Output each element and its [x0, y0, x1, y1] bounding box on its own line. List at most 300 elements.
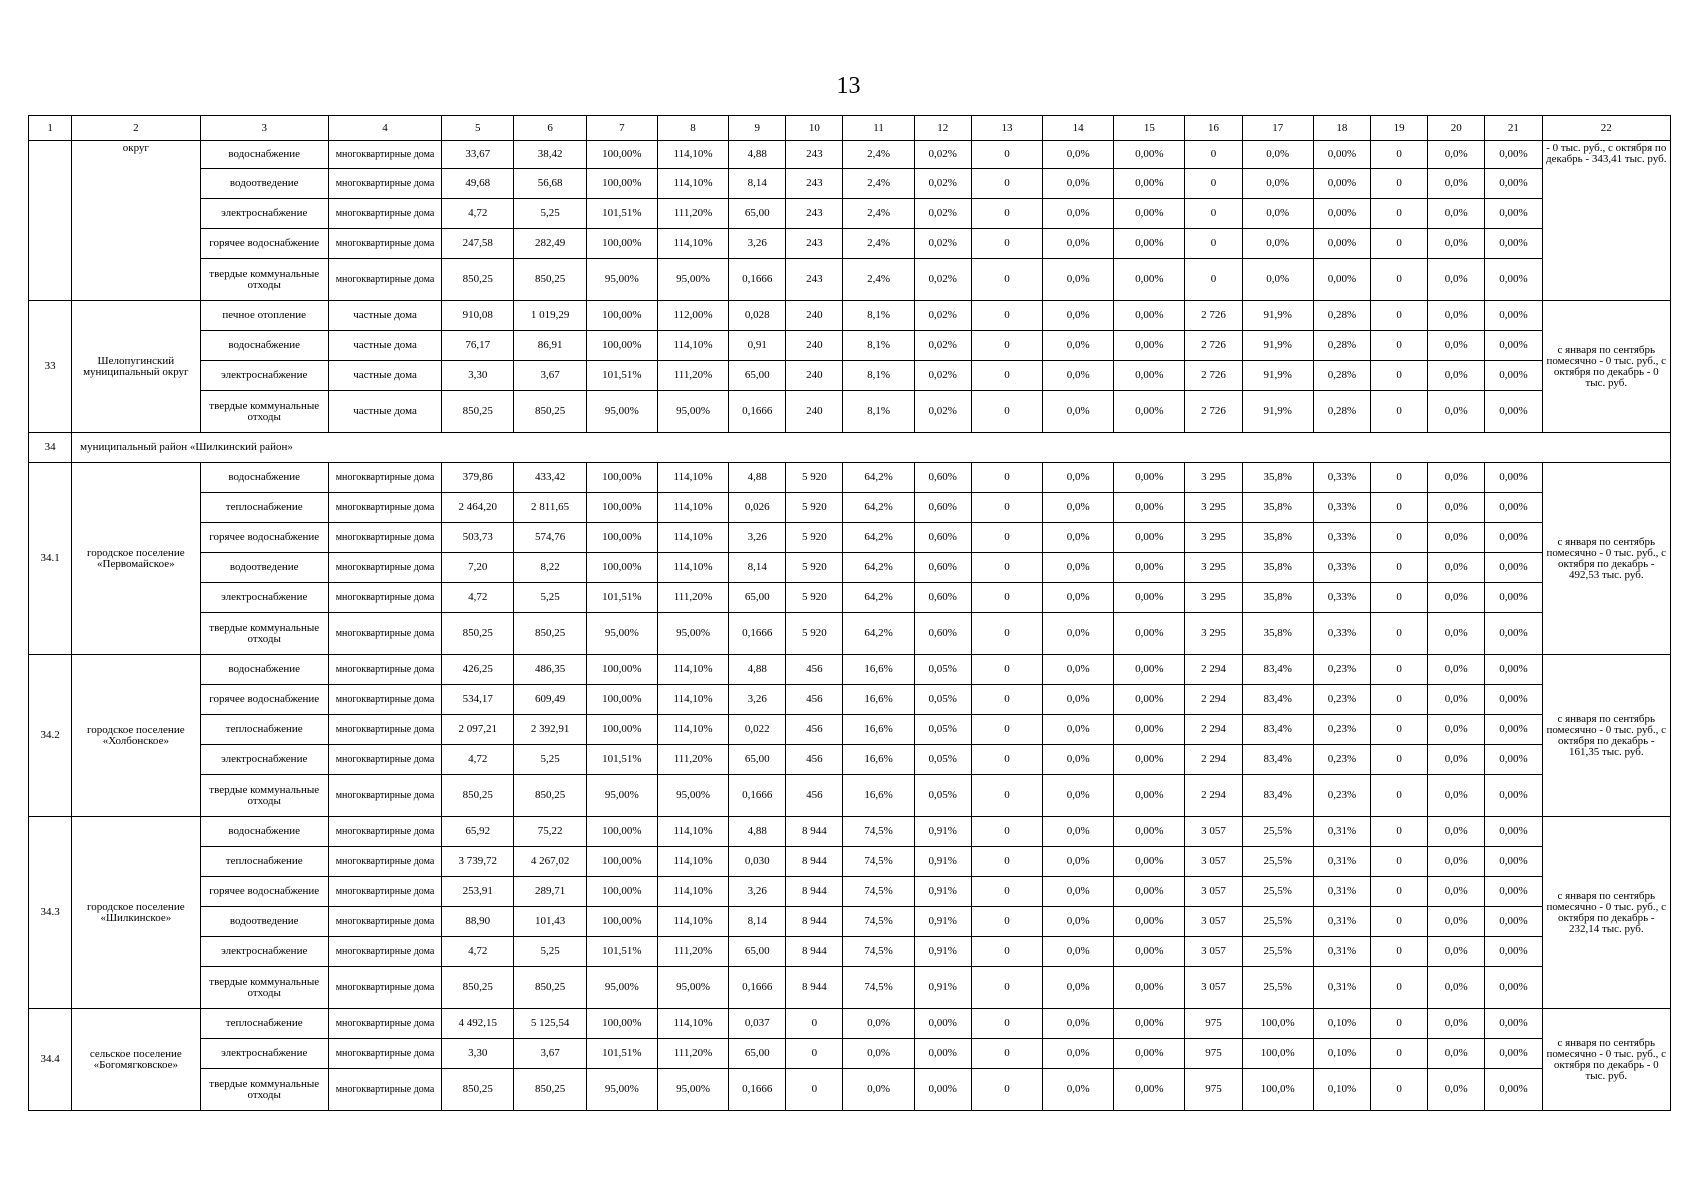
- table-row: [29, 463, 1671, 493]
- value-cell: 0: [1371, 817, 1428, 847]
- value-cell: 0,00%: [1485, 199, 1542, 229]
- value-cell: 0,02%: [914, 169, 971, 199]
- value-cell: 8 944: [786, 877, 843, 907]
- schedule-note-cell: - 0 тыс. руб., с октября по декабрь - 343,41 тыс. руб.: [1542, 141, 1670, 301]
- service-cell: твердые коммунальные отходы: [200, 613, 328, 655]
- value-cell: 2 726: [1185, 361, 1242, 391]
- service-cell: теплоснабжение: [200, 493, 328, 523]
- value-cell: 114,10%: [657, 715, 728, 745]
- value-cell: 0,00%: [1114, 1069, 1185, 1111]
- value-cell: 0,037: [729, 1009, 786, 1039]
- section-row: [29, 433, 1671, 463]
- column-header: 1: [29, 116, 72, 141]
- value-cell: 0,0%: [1043, 613, 1114, 655]
- value-cell: 100,00%: [586, 877, 657, 907]
- housing-type-cell: многоквартирные дома: [328, 553, 441, 583]
- value-cell: 0,0%: [1428, 301, 1485, 331]
- table-row: [29, 229, 1671, 259]
- value-cell: 0,0%: [1428, 493, 1485, 523]
- column-header: 2: [72, 116, 200, 141]
- value-cell: 456: [786, 745, 843, 775]
- value-cell: 0,0%: [1428, 1009, 1485, 1039]
- service-cell: водоотведение: [200, 907, 328, 937]
- value-cell: 0,0%: [1043, 229, 1114, 259]
- table-row: [29, 685, 1671, 715]
- value-cell: 0: [1371, 847, 1428, 877]
- value-cell: 100,0%: [1242, 1069, 1313, 1111]
- service-cell: горячее водоснабжение: [200, 877, 328, 907]
- value-cell: 8 944: [786, 847, 843, 877]
- housing-type-cell: многоквартирные дома: [328, 199, 441, 229]
- value-cell: 0,28%: [1313, 301, 1370, 331]
- table-row: [29, 817, 1671, 847]
- value-cell: 0,0%: [1043, 1069, 1114, 1111]
- value-cell: 25,5%: [1242, 967, 1313, 1009]
- value-cell: 74,5%: [843, 817, 914, 847]
- value-cell: 0,10%: [1313, 1069, 1370, 1111]
- value-cell: 0,33%: [1313, 493, 1370, 523]
- value-cell: 240: [786, 301, 843, 331]
- value-cell: 0,10%: [1313, 1009, 1370, 1039]
- value-cell: 114,10%: [657, 141, 728, 169]
- value-cell: 0: [1371, 613, 1428, 655]
- value-cell: 0,31%: [1313, 877, 1370, 907]
- value-cell: 100,00%: [586, 229, 657, 259]
- column-header: 11: [843, 116, 914, 141]
- value-cell: 0,00%: [1114, 775, 1185, 817]
- value-cell: 114,10%: [657, 331, 728, 361]
- value-cell: 0: [971, 685, 1042, 715]
- value-cell: 0: [1185, 259, 1242, 301]
- value-cell: 0: [1371, 331, 1428, 361]
- value-cell: 3,67: [514, 1039, 586, 1069]
- value-cell: 64,2%: [843, 523, 914, 553]
- value-cell: 3,67: [514, 361, 586, 391]
- value-cell: 3 295: [1185, 463, 1242, 493]
- service-cell: теплоснабжение: [200, 847, 328, 877]
- value-cell: 243: [786, 259, 843, 301]
- value-cell: 0,0%: [1428, 523, 1485, 553]
- column-header: 5: [442, 116, 514, 141]
- value-cell: 114,10%: [657, 169, 728, 199]
- value-cell: 95,00%: [657, 1069, 728, 1111]
- value-cell: 0,10%: [1313, 1039, 1370, 1069]
- value-cell: 0,00%: [1114, 331, 1185, 361]
- value-cell: 3 057: [1185, 967, 1242, 1009]
- value-cell: 8,1%: [843, 301, 914, 331]
- value-cell: 0,91%: [914, 877, 971, 907]
- value-cell: 0,0%: [1428, 229, 1485, 259]
- value-cell: 0,00%: [1485, 655, 1542, 685]
- column-header: 22: [1542, 116, 1670, 141]
- value-cell: 2 464,20: [442, 493, 514, 523]
- value-cell: 76,17: [442, 331, 514, 361]
- value-cell: 2,4%: [843, 141, 914, 169]
- table-row: [29, 715, 1671, 745]
- value-cell: 8 944: [786, 907, 843, 937]
- value-cell: 0,0%: [1043, 1009, 1114, 1039]
- value-cell: 0,33%: [1313, 613, 1370, 655]
- value-cell: 56,68: [514, 169, 586, 199]
- value-cell: 456: [786, 775, 843, 817]
- group-number-cell: 34.2: [29, 655, 72, 817]
- value-cell: 5 920: [786, 463, 843, 493]
- value-cell: 65,00: [729, 583, 786, 613]
- column-header: 7: [586, 116, 657, 141]
- column-header: 15: [1114, 116, 1185, 141]
- value-cell: 0: [971, 877, 1042, 907]
- value-cell: 0,23%: [1313, 655, 1370, 685]
- value-cell: 114,10%: [657, 685, 728, 715]
- value-cell: 0,00%: [1485, 847, 1542, 877]
- value-cell: 3 295: [1185, 613, 1242, 655]
- value-cell: 0: [1371, 1039, 1428, 1069]
- value-cell: 0,0%: [1242, 141, 1313, 169]
- value-cell: 0,05%: [914, 775, 971, 817]
- service-cell: горячее водоснабжение: [200, 685, 328, 715]
- service-cell: электроснабжение: [200, 199, 328, 229]
- value-cell: 0,1666: [729, 967, 786, 1009]
- value-cell: 0: [971, 169, 1042, 199]
- value-cell: 95,00%: [586, 967, 657, 1009]
- value-cell: 0: [1371, 655, 1428, 685]
- value-cell: 111,20%: [657, 361, 728, 391]
- value-cell: 95,00%: [586, 259, 657, 301]
- value-cell: 243: [786, 199, 843, 229]
- value-cell: 65,92: [442, 817, 514, 847]
- group-number-cell: 33: [29, 301, 72, 433]
- value-cell: 95,00%: [657, 967, 728, 1009]
- housing-type-cell: многоквартирные дома: [328, 141, 441, 169]
- value-cell: 0,31%: [1313, 967, 1370, 1009]
- value-cell: 100,00%: [586, 331, 657, 361]
- value-cell: 4,88: [729, 655, 786, 685]
- table-body: [29, 116, 1671, 1111]
- value-cell: 0: [1371, 391, 1428, 433]
- value-cell: 0,23%: [1313, 685, 1370, 715]
- value-cell: 0,00%: [1485, 1039, 1542, 1069]
- group-number-cell: [29, 141, 72, 301]
- value-cell: 0,00%: [1114, 169, 1185, 199]
- table-row: [29, 331, 1671, 361]
- value-cell: 0,00%: [1114, 817, 1185, 847]
- value-cell: 0: [1371, 1069, 1428, 1111]
- value-cell: 975: [1185, 1009, 1242, 1039]
- value-cell: 100,00%: [586, 553, 657, 583]
- table-row: [29, 1069, 1671, 1111]
- value-cell: 0,0%: [1043, 199, 1114, 229]
- value-cell: 0: [971, 493, 1042, 523]
- value-cell: 114,10%: [657, 553, 728, 583]
- group-number-cell: 34.4: [29, 1009, 72, 1111]
- value-cell: 8,1%: [843, 331, 914, 361]
- value-cell: 0,0%: [1428, 1039, 1485, 1069]
- value-cell: 0,1666: [729, 391, 786, 433]
- value-cell: 0,0%: [1428, 259, 1485, 301]
- value-cell: 0,91%: [914, 817, 971, 847]
- value-cell: 65,00: [729, 1039, 786, 1069]
- value-cell: 0: [1371, 1009, 1428, 1039]
- schedule-note-cell: с января по сентябрь помесячно - 0 тыс. руб., с октября по декабрь - 0 тыс. руб.: [1542, 1009, 1670, 1111]
- value-cell: 0,00%: [1485, 463, 1542, 493]
- value-cell: 0,0%: [1043, 685, 1114, 715]
- value-cell: 74,5%: [843, 847, 914, 877]
- value-cell: 0: [786, 1069, 843, 1111]
- value-cell: 850,25: [514, 259, 586, 301]
- value-cell: 0,0%: [1428, 937, 1485, 967]
- value-cell: 0,60%: [914, 613, 971, 655]
- value-cell: 0,0%: [1428, 847, 1485, 877]
- schedule-note-cell: с января по сентябрь помесячно - 0 тыс. руб., с октября по декабрь - 161,35 тыс. руб.: [1542, 655, 1670, 817]
- value-cell: 101,51%: [586, 745, 657, 775]
- value-cell: 0,05%: [914, 715, 971, 745]
- value-cell: 2 294: [1185, 685, 1242, 715]
- value-cell: 0,60%: [914, 583, 971, 613]
- value-cell: 5 125,54: [514, 1009, 586, 1039]
- value-cell: 0,60%: [914, 463, 971, 493]
- value-cell: 0,00%: [1485, 553, 1542, 583]
- value-cell: 0,00%: [1485, 613, 1542, 655]
- table-row: [29, 301, 1671, 331]
- value-cell: 0,33%: [1313, 553, 1370, 583]
- value-cell: 0,02%: [914, 141, 971, 169]
- value-cell: 8,14: [729, 553, 786, 583]
- value-cell: 0: [971, 715, 1042, 745]
- value-cell: 0,91: [729, 331, 786, 361]
- value-cell: 83,4%: [1242, 715, 1313, 745]
- housing-type-cell: многоквартирные дома: [328, 1009, 441, 1039]
- housing-type-cell: многоквартирные дома: [328, 229, 441, 259]
- value-cell: 0,0%: [1043, 847, 1114, 877]
- table-row: [29, 937, 1671, 967]
- value-cell: 0,00%: [1313, 169, 1370, 199]
- value-cell: 114,10%: [657, 463, 728, 493]
- value-cell: 0: [1371, 553, 1428, 583]
- value-cell: 8 944: [786, 817, 843, 847]
- value-cell: 0: [971, 1069, 1042, 1111]
- value-cell: 65,00: [729, 361, 786, 391]
- group-name-cell: Шелопугинский муниципальный округ: [72, 301, 200, 433]
- value-cell: 16,6%: [843, 715, 914, 745]
- value-cell: 0: [1371, 523, 1428, 553]
- value-cell: 0: [1371, 301, 1428, 331]
- value-cell: 114,10%: [657, 229, 728, 259]
- value-cell: 0,91%: [914, 937, 971, 967]
- value-cell: 0,1666: [729, 1069, 786, 1111]
- value-cell: 0,00%: [1485, 523, 1542, 553]
- table-row: [29, 523, 1671, 553]
- value-cell: 0,00%: [1114, 583, 1185, 613]
- table-row: [29, 259, 1671, 301]
- value-cell: 0: [971, 523, 1042, 553]
- value-cell: 0: [1371, 259, 1428, 301]
- service-cell: водоснабжение: [200, 141, 328, 169]
- value-cell: 3,26: [729, 877, 786, 907]
- value-cell: 0,00%: [914, 1009, 971, 1039]
- value-cell: 0,00%: [1313, 229, 1370, 259]
- section-number-cell: 34: [29, 433, 72, 463]
- value-cell: 25,5%: [1242, 907, 1313, 937]
- value-cell: 100,00%: [586, 463, 657, 493]
- value-cell: 112,00%: [657, 301, 728, 331]
- value-cell: 86,91: [514, 331, 586, 361]
- value-cell: 0,0%: [1428, 1069, 1485, 1111]
- value-cell: 0,00%: [1485, 361, 1542, 391]
- service-cell: твердые коммунальные отходы: [200, 391, 328, 433]
- table-row: [29, 877, 1671, 907]
- value-cell: 574,76: [514, 523, 586, 553]
- value-cell: 33,67: [442, 141, 514, 169]
- value-cell: 0,0%: [1428, 775, 1485, 817]
- value-cell: 0,0%: [843, 1039, 914, 1069]
- value-cell: 0: [1185, 199, 1242, 229]
- value-cell: 0,0%: [1043, 745, 1114, 775]
- value-cell: 2 294: [1185, 715, 1242, 745]
- value-cell: 433,42: [514, 463, 586, 493]
- column-header: 14: [1043, 116, 1114, 141]
- value-cell: 0,00%: [1485, 907, 1542, 937]
- value-cell: 0,00%: [1485, 817, 1542, 847]
- value-cell: 95,00%: [586, 775, 657, 817]
- value-cell: 0,0%: [1043, 391, 1114, 433]
- value-cell: 5,25: [514, 745, 586, 775]
- value-cell: 253,91: [442, 877, 514, 907]
- housing-type-cell: многоквартирные дома: [328, 685, 441, 715]
- value-cell: 83,4%: [1242, 685, 1313, 715]
- value-cell: 243: [786, 141, 843, 169]
- table-row: [29, 1009, 1671, 1039]
- value-cell: 0,00%: [1485, 775, 1542, 817]
- value-cell: 0,00%: [1114, 847, 1185, 877]
- value-cell: 0,0%: [1428, 715, 1485, 745]
- value-cell: 0,0%: [1043, 817, 1114, 847]
- value-cell: 0,00%: [1114, 199, 1185, 229]
- value-cell: 114,10%: [657, 817, 728, 847]
- value-cell: 0,0%: [1428, 169, 1485, 199]
- value-cell: 2,4%: [843, 229, 914, 259]
- value-cell: 0: [1371, 361, 1428, 391]
- value-cell: 379,86: [442, 463, 514, 493]
- value-cell: 64,2%: [843, 553, 914, 583]
- table-row: [29, 553, 1671, 583]
- value-cell: 2 726: [1185, 301, 1242, 331]
- value-cell: 0,31%: [1313, 937, 1370, 967]
- value-cell: 0,0%: [1428, 685, 1485, 715]
- value-cell: 850,25: [442, 967, 514, 1009]
- service-cell: электроснабжение: [200, 1039, 328, 1069]
- column-header: 19: [1371, 116, 1428, 141]
- value-cell: 0,60%: [914, 493, 971, 523]
- value-cell: 74,5%: [843, 907, 914, 937]
- value-cell: 0: [1371, 141, 1428, 169]
- value-cell: 8,1%: [843, 361, 914, 391]
- value-cell: 83,4%: [1242, 775, 1313, 817]
- value-cell: 101,43: [514, 907, 586, 937]
- value-cell: 75,22: [514, 817, 586, 847]
- value-cell: 0,0%: [1428, 817, 1485, 847]
- value-cell: 0,00%: [1485, 169, 1542, 199]
- value-cell: 0,23%: [1313, 775, 1370, 817]
- value-cell: 456: [786, 685, 843, 715]
- column-header: 3: [200, 116, 328, 141]
- value-cell: 0,33%: [1313, 523, 1370, 553]
- service-cell: печное отопление: [200, 301, 328, 331]
- value-cell: 0,0%: [1428, 655, 1485, 685]
- group-number-cell: 34.1: [29, 463, 72, 655]
- value-cell: 0,33%: [1313, 463, 1370, 493]
- service-cell: водоотведение: [200, 553, 328, 583]
- value-cell: 0,00%: [1114, 553, 1185, 583]
- group-name-cell: округ: [72, 141, 200, 301]
- table-row: [29, 141, 1671, 169]
- value-cell: 0,00%: [1485, 685, 1542, 715]
- value-cell: 0: [971, 391, 1042, 433]
- value-cell: 65,00: [729, 937, 786, 967]
- value-cell: 74,5%: [843, 967, 914, 1009]
- value-cell: 3 295: [1185, 523, 1242, 553]
- value-cell: 0: [1371, 169, 1428, 199]
- value-cell: 95,00%: [586, 1069, 657, 1111]
- value-cell: 0: [971, 463, 1042, 493]
- value-cell: 114,10%: [657, 1009, 728, 1039]
- value-cell: 0: [1185, 141, 1242, 169]
- value-cell: 0,28%: [1313, 391, 1370, 433]
- value-cell: 0: [1371, 463, 1428, 493]
- service-cell: горячее водоснабжение: [200, 229, 328, 259]
- value-cell: 0: [971, 775, 1042, 817]
- housing-type-cell: многоквартирные дома: [328, 877, 441, 907]
- page-number: 13: [836, 73, 861, 99]
- value-cell: 0: [971, 613, 1042, 655]
- value-cell: 0: [971, 583, 1042, 613]
- value-cell: 0: [971, 141, 1042, 169]
- value-cell: 534,17: [442, 685, 514, 715]
- service-cell: твердые коммунальные отходы: [200, 259, 328, 301]
- value-cell: 0: [1371, 967, 1428, 1009]
- housing-type-cell: многоквартирные дома: [328, 463, 441, 493]
- value-cell: 0,00%: [1485, 259, 1542, 301]
- table-row: [29, 1039, 1671, 1069]
- service-cell: водоснабжение: [200, 817, 328, 847]
- value-cell: 5 920: [786, 613, 843, 655]
- service-cell: водоснабжение: [200, 655, 328, 685]
- value-cell: 64,2%: [843, 493, 914, 523]
- value-cell: 850,25: [514, 391, 586, 433]
- value-cell: 5,25: [514, 199, 586, 229]
- value-cell: 16,6%: [843, 775, 914, 817]
- value-cell: 0,0%: [1043, 169, 1114, 199]
- value-cell: 850,25: [514, 775, 586, 817]
- value-cell: 0,0%: [1043, 141, 1114, 169]
- value-cell: 100,00%: [586, 301, 657, 331]
- value-cell: 5,25: [514, 583, 586, 613]
- value-cell: 111,20%: [657, 1039, 728, 1069]
- value-cell: 0,33%: [1313, 583, 1370, 613]
- value-cell: 0: [1371, 745, 1428, 775]
- value-cell: 101,51%: [586, 361, 657, 391]
- value-cell: 0,31%: [1313, 817, 1370, 847]
- value-cell: 0,00%: [1485, 877, 1542, 907]
- value-cell: 3 057: [1185, 937, 1242, 967]
- value-cell: 0: [1371, 907, 1428, 937]
- value-cell: 2,4%: [843, 259, 914, 301]
- value-cell: 100,00%: [586, 523, 657, 553]
- housing-type-cell: многоквартирные дома: [328, 775, 441, 817]
- value-cell: 0,0%: [1043, 553, 1114, 583]
- column-header: 13: [971, 116, 1042, 141]
- housing-type-cell: частные дома: [328, 331, 441, 361]
- service-cell: электроснабжение: [200, 583, 328, 613]
